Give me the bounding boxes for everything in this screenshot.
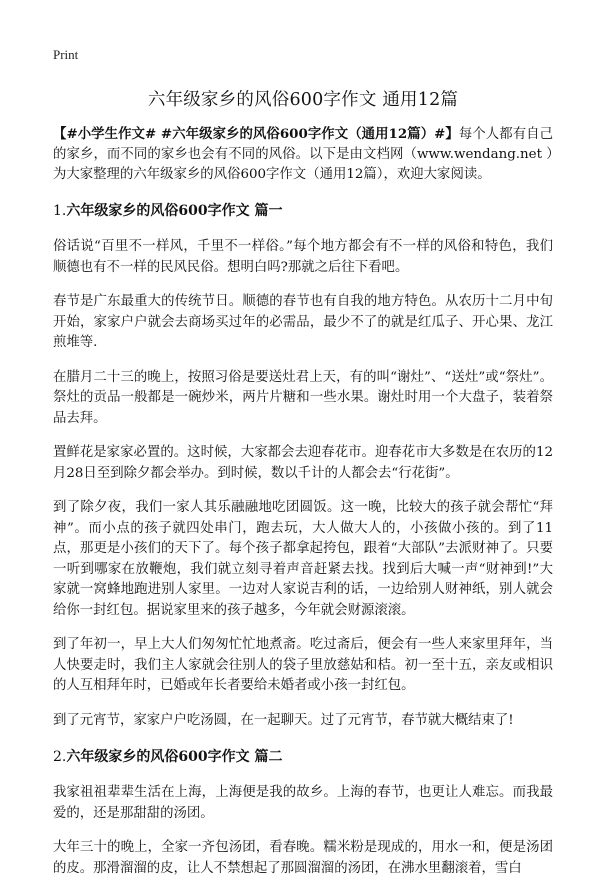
paragraph: 大年三十的晚上，全家一齐包汤团，看春晚。糯米粉是现成的，用水一和，便是汤团的皮。那滑溜溜的皮，让人不禁想起了那圆溜溜的汤团，在沸水里翻滚着，雪白 xyxy=(53,840,553,876)
paragraph: 在腊月二十三的晚上，按照习俗是要送灶君上天，有的叫“谢灶”、“送灶”或“祭灶”。祭灶的贡品一般都是一碗炒米，两片片糖和一些水果。谢灶时用一个大盘子，装着祭品去拜。 xyxy=(53,369,553,426)
print-link[interactable]: Print xyxy=(53,47,79,62)
paragraph: 到了年初一，早上大人们匆匆忙忙地煮斋。吃过斋后，便会有一些人来家里拜年，当人快要走时，我们主人家就会往别人的袋子里放慈姑和桔。初一至十五，亲友或相识的人互相拜年时，已婚或年长者要给未婚者或小孩一封红包。 xyxy=(53,637,553,693)
paragraph: 到了元宵节，家家户户吃汤圆，在一起聊天。过了元宵节，春节就大概结束了! xyxy=(53,712,514,728)
paragraph: 到了除夕夜，我们一家人其乐融融地吃团圆饭。这一晚，比较大的孩子就会帮忙“拜神”。而小点的孩子就四处串门，跑去玩，大人做大人的，小孩做小孩的。到了11点，那更是小孩们的天下了。每个孩子都拿起挎包，跟着“大部队”去派财神了。只要一听到哪家在放鞭炮，我们就立刻寻着声音赶紧去找。找到后大喊一声“财神到!”大家就一窝蜂地跑进别人家里。一边对人家说吉利的话，一边给别人财神纸，别人就会给你一封红包。据说家里来的孩子越多，今年就会财源滚滚。 xyxy=(53,500,553,618)
paragraph: 置鲜花是家家必置的。这时候，大家都会去迎春花市。迎春花市大多数是在农历的12月28日至到除夕都会举办。到时候，数以千计的人都会去“行花街”。 xyxy=(53,445,553,481)
intro-paragraph xyxy=(53,124,553,185)
section-title-2 xyxy=(53,746,553,768)
intro-tags: 【#小学生作文# #六年级家乡的风俗600字作文（通用12篇）#】 xyxy=(53,126,459,142)
section-title-text: 六年级家乡的风俗600字作文 篇一 xyxy=(66,203,283,219)
intro-text: 每个人都有自己的家乡，而不同的家乡也会有不同的风俗。以下是由文档网（www.wendang.net ）为大家整理的六年级家乡的风俗600字作文（通用12篇），欢迎大家阅读。 xyxy=(53,127,553,182)
section-title-1 xyxy=(53,200,553,222)
section-title-text: 六年级家乡的风俗600字作文 篇二 xyxy=(66,749,283,765)
section-number: 1. xyxy=(53,203,67,219)
paragraph: 春节是广东最重大的传统节日。顺德的春节也有自我的地方特色。从农历十二月中旬开始，家家户户就会去商场买过年的必需品，最少不了的就是红瓜子、开心果、龙江煎堆等. xyxy=(53,294,553,350)
page-title: 六年级家乡的风俗600字作文 通用12篇 xyxy=(147,90,459,110)
section-number: 2. xyxy=(53,749,67,765)
paragraph: 我家祖祖辈辈生活在上海，上海便是我的故乡。上海的春节，也更让人难忘。而我最爱的，还是那甜甜的汤团。 xyxy=(53,785,553,821)
paragraph: 俗话说“百里不一样风，千里不一样俗。”每个地方都会有不一样的风俗和特色，我们顺德也有不一样的民风民俗。想明白吗?那就之后往下看吧。 xyxy=(53,239,553,275)
